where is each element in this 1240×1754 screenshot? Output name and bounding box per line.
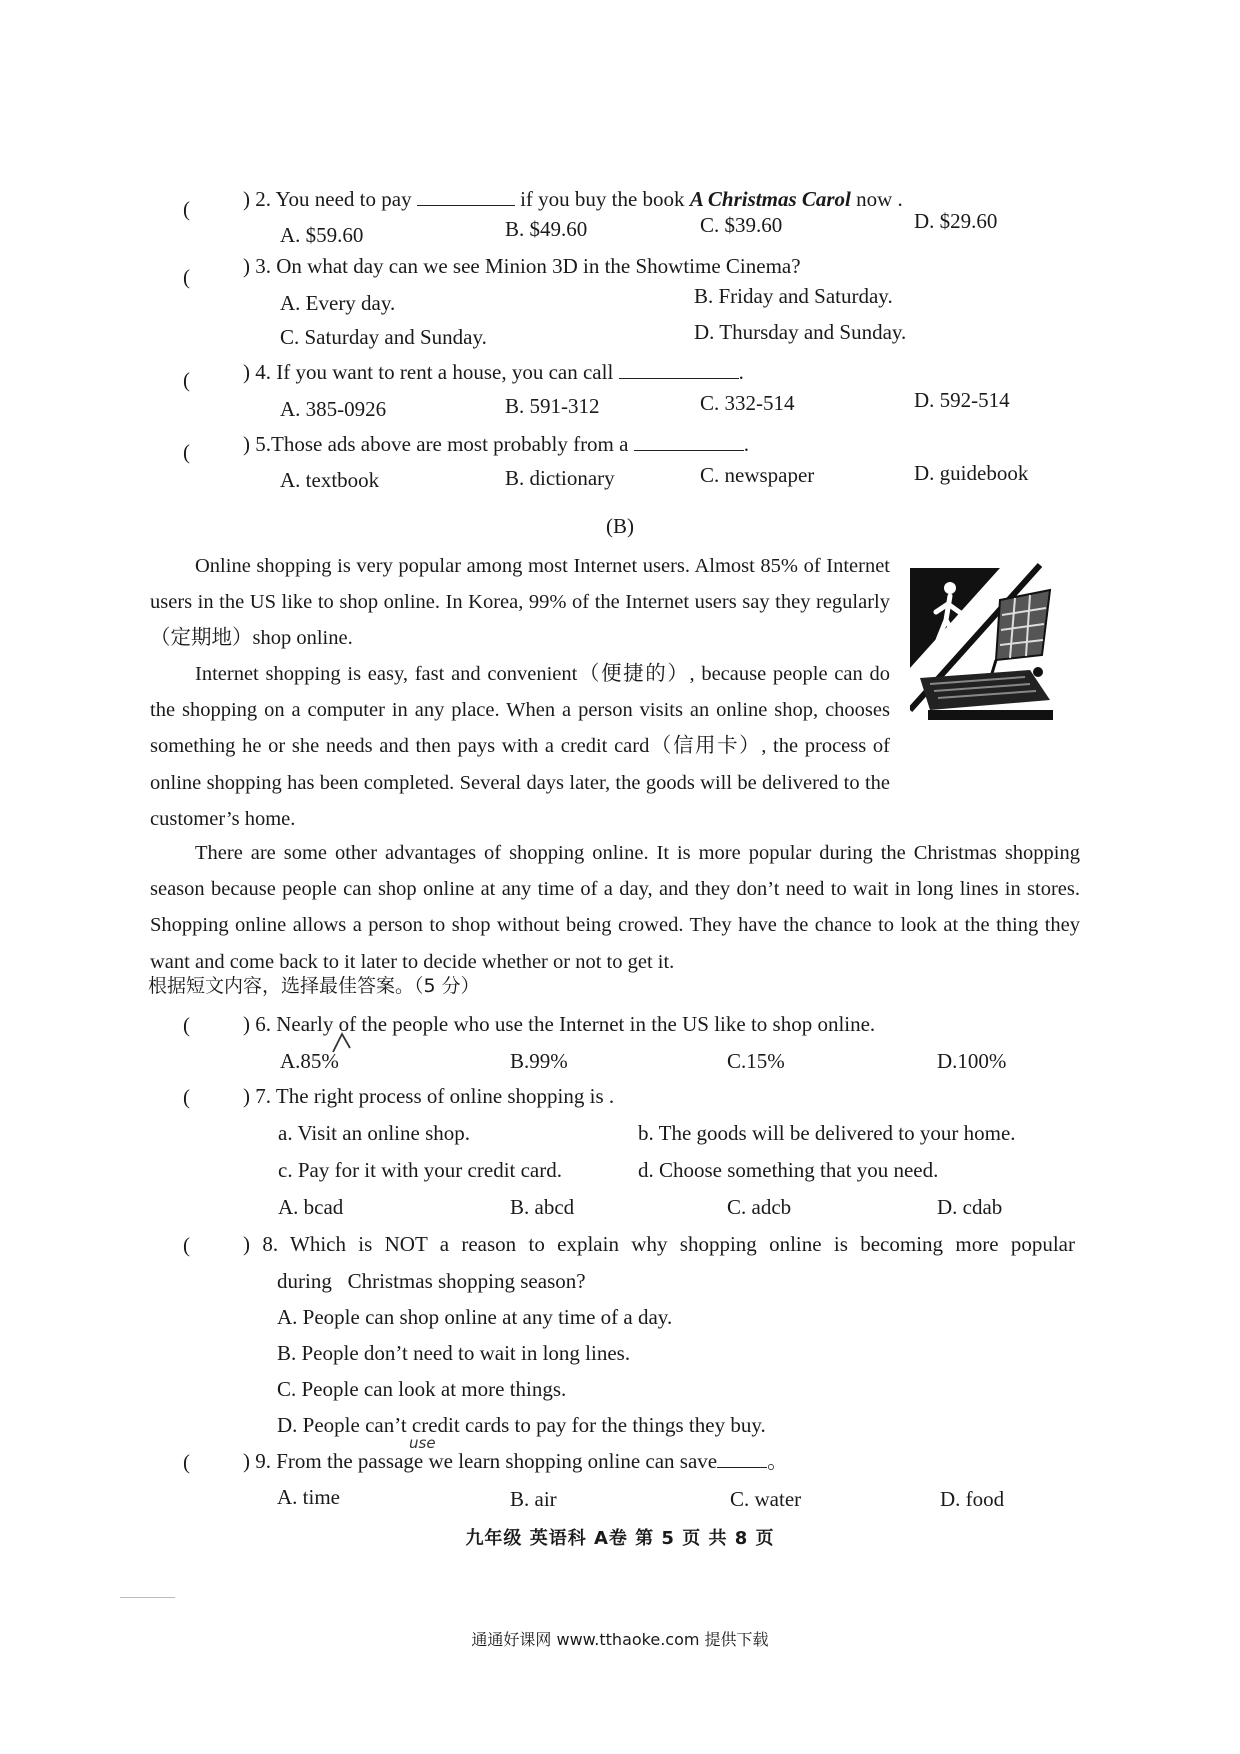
option-d: D.100%	[937, 1049, 1007, 1073]
option-c: C. water	[730, 1487, 802, 1511]
answer-paren: (	[183, 1013, 190, 1037]
answer-blank	[417, 187, 515, 206]
option-c: C.15%	[727, 1049, 785, 1073]
instruction: 根据短文内容，选择最佳答案。（5 分）	[148, 975, 480, 997]
page-footer: 九年级 英语科 A卷 第 5 页 共 8 页	[465, 1528, 775, 1549]
question-4-text: ) 4. If you want to rent a house, you can call	[243, 360, 614, 384]
option-c: C. 332-514	[700, 391, 795, 415]
question-4-stem	[243, 359, 744, 385]
option-a: A. Every day.	[280, 291, 396, 315]
option-d: D. guidebook	[914, 461, 1029, 485]
option-b: B. Friday and Saturday.	[694, 284, 893, 308]
question-9-end: 。	[767, 1449, 789, 1473]
option-d: D. People can’t credit cards to pay for the things they buy.	[277, 1413, 766, 1437]
passage-3-wrap	[150, 835, 1080, 980]
process-step-d: d. Choose something that you need.	[638, 1158, 939, 1182]
process-step-b: b. The goods will be delivered to your home.	[638, 1121, 1016, 1145]
process-step-c: c. Pay for it with your credit card.	[278, 1158, 562, 1182]
answer-blank	[634, 432, 744, 451]
option-c: C. People can look at more things.	[277, 1377, 567, 1401]
answer-paren: (	[183, 1450, 190, 1474]
option-b: B. dictionary	[505, 466, 615, 490]
option-a: A. textbook	[280, 468, 380, 492]
answer-paren: (	[183, 197, 190, 221]
option-a: A.85%	[280, 1049, 339, 1073]
option-b: B. air	[510, 1487, 557, 1511]
answer-paren: (	[183, 368, 190, 392]
question-2-text-middle: if you buy the book	[520, 187, 685, 211]
question-9-stem	[243, 1448, 788, 1474]
shopping-illustration	[910, 560, 1060, 730]
option-a: A. 385-0926	[280, 397, 387, 421]
option-c: C. $39.60	[700, 213, 783, 237]
option-d: D. cdab	[937, 1195, 1003, 1219]
question-4-end: .	[738, 360, 744, 384]
passage-paragraph-2-text: Internet shopping is easy, fast and convenient（便捷的）, because people can do the shopping on a computer in any place. When a person visits an online shop, chooses something he or she needs and then pays with a credit card（信用卡）, the process of online shopping has been completed. Several days later, the goods will be delivered to the customer’s home.	[150, 663, 890, 830]
answer-paren: (	[183, 1233, 190, 1257]
option-d: D. 592-514	[914, 388, 1010, 412]
passage-paragraph-1: Online shopping is very popular among most Internet users. Almost 85% of Internet users in the US like to shop online. In Korea, 99% of the Internet users say they regularly（定期地）shop online.	[150, 555, 890, 650]
question-2-text-end: now .	[856, 187, 903, 211]
process-step-a: a. Visit an online shop.	[278, 1121, 471, 1145]
question-6-stem: ) 6. Nearly of the people who use the Internet in the US like to shop online.	[243, 1012, 876, 1036]
question-5-text: ) 5.Those ads above are most probably from a	[243, 432, 629, 456]
option-c: C. Saturday and Sunday.	[280, 325, 487, 349]
option-d: D. Thursday and Sunday.	[694, 320, 907, 344]
question-8-stem: ) 8. Which is NOT a reason to explain why shopping online is becoming more popular	[243, 1232, 1075, 1256]
section-heading: (B)	[606, 514, 634, 538]
divider	[120, 1597, 175, 1598]
option-a: A. $59.60	[280, 223, 364, 247]
answer-blank	[717, 1449, 767, 1468]
question-7-stem: ) 7. The right process of online shopping is .	[243, 1084, 615, 1108]
download-watermark: 通通好课网 www.tthaoke.com 提供下载	[471, 1630, 769, 1649]
question-5-end: .	[743, 432, 749, 456]
option-d: D. food	[940, 1487, 1005, 1511]
option-a: A. time	[277, 1485, 340, 1509]
passage-paragraph-3: There are some other advantages of shopping online. It is more popular during the Christmas shopping season because people can shop online at any time of a day, and they don’t need to wait in long lines in stores. Shopping online allows a person to shop without being crowed. They have the chance to look at the thing they want and come back to it later to decide whether or not to get it.	[150, 842, 1080, 973]
answer-paren: (	[183, 440, 190, 464]
answer-paren: (	[183, 1085, 190, 1109]
option-b: B. People don’t need to wait in long lines.	[277, 1341, 631, 1365]
question-2-stem	[243, 186, 903, 212]
handwritten-note: use	[409, 1434, 436, 1452]
option-a: A. bcad	[278, 1195, 344, 1219]
option-b: B. $49.60	[505, 217, 588, 241]
question-2-text: ) 2. You need to pay	[243, 187, 412, 211]
answer-paren: (	[183, 265, 190, 289]
book-title: A Christmas Carol	[689, 187, 851, 211]
question-3-stem: ) 3. On what day can we see Minion 3D in the Showtime Cinema?	[243, 254, 801, 278]
answer-blank	[619, 360, 739, 379]
option-c: C. newspaper	[700, 463, 815, 487]
question-5-stem	[243, 431, 749, 457]
pedestrian-icon	[944, 582, 956, 594]
option-b: B. 591-312	[505, 394, 600, 418]
option-c: C. adcb	[727, 1195, 792, 1219]
option-b: B.99%	[510, 1049, 568, 1073]
question-8-stem-line2: during Christmas shopping season?	[277, 1269, 586, 1293]
option-d: D. $29.60	[914, 209, 998, 233]
option-b: B. abcd	[510, 1195, 575, 1219]
question-9-text: ) 9. From the passage we learn shopping online can save	[243, 1449, 718, 1473]
option-a: A. People can shop online at any time of a day.	[277, 1305, 673, 1329]
